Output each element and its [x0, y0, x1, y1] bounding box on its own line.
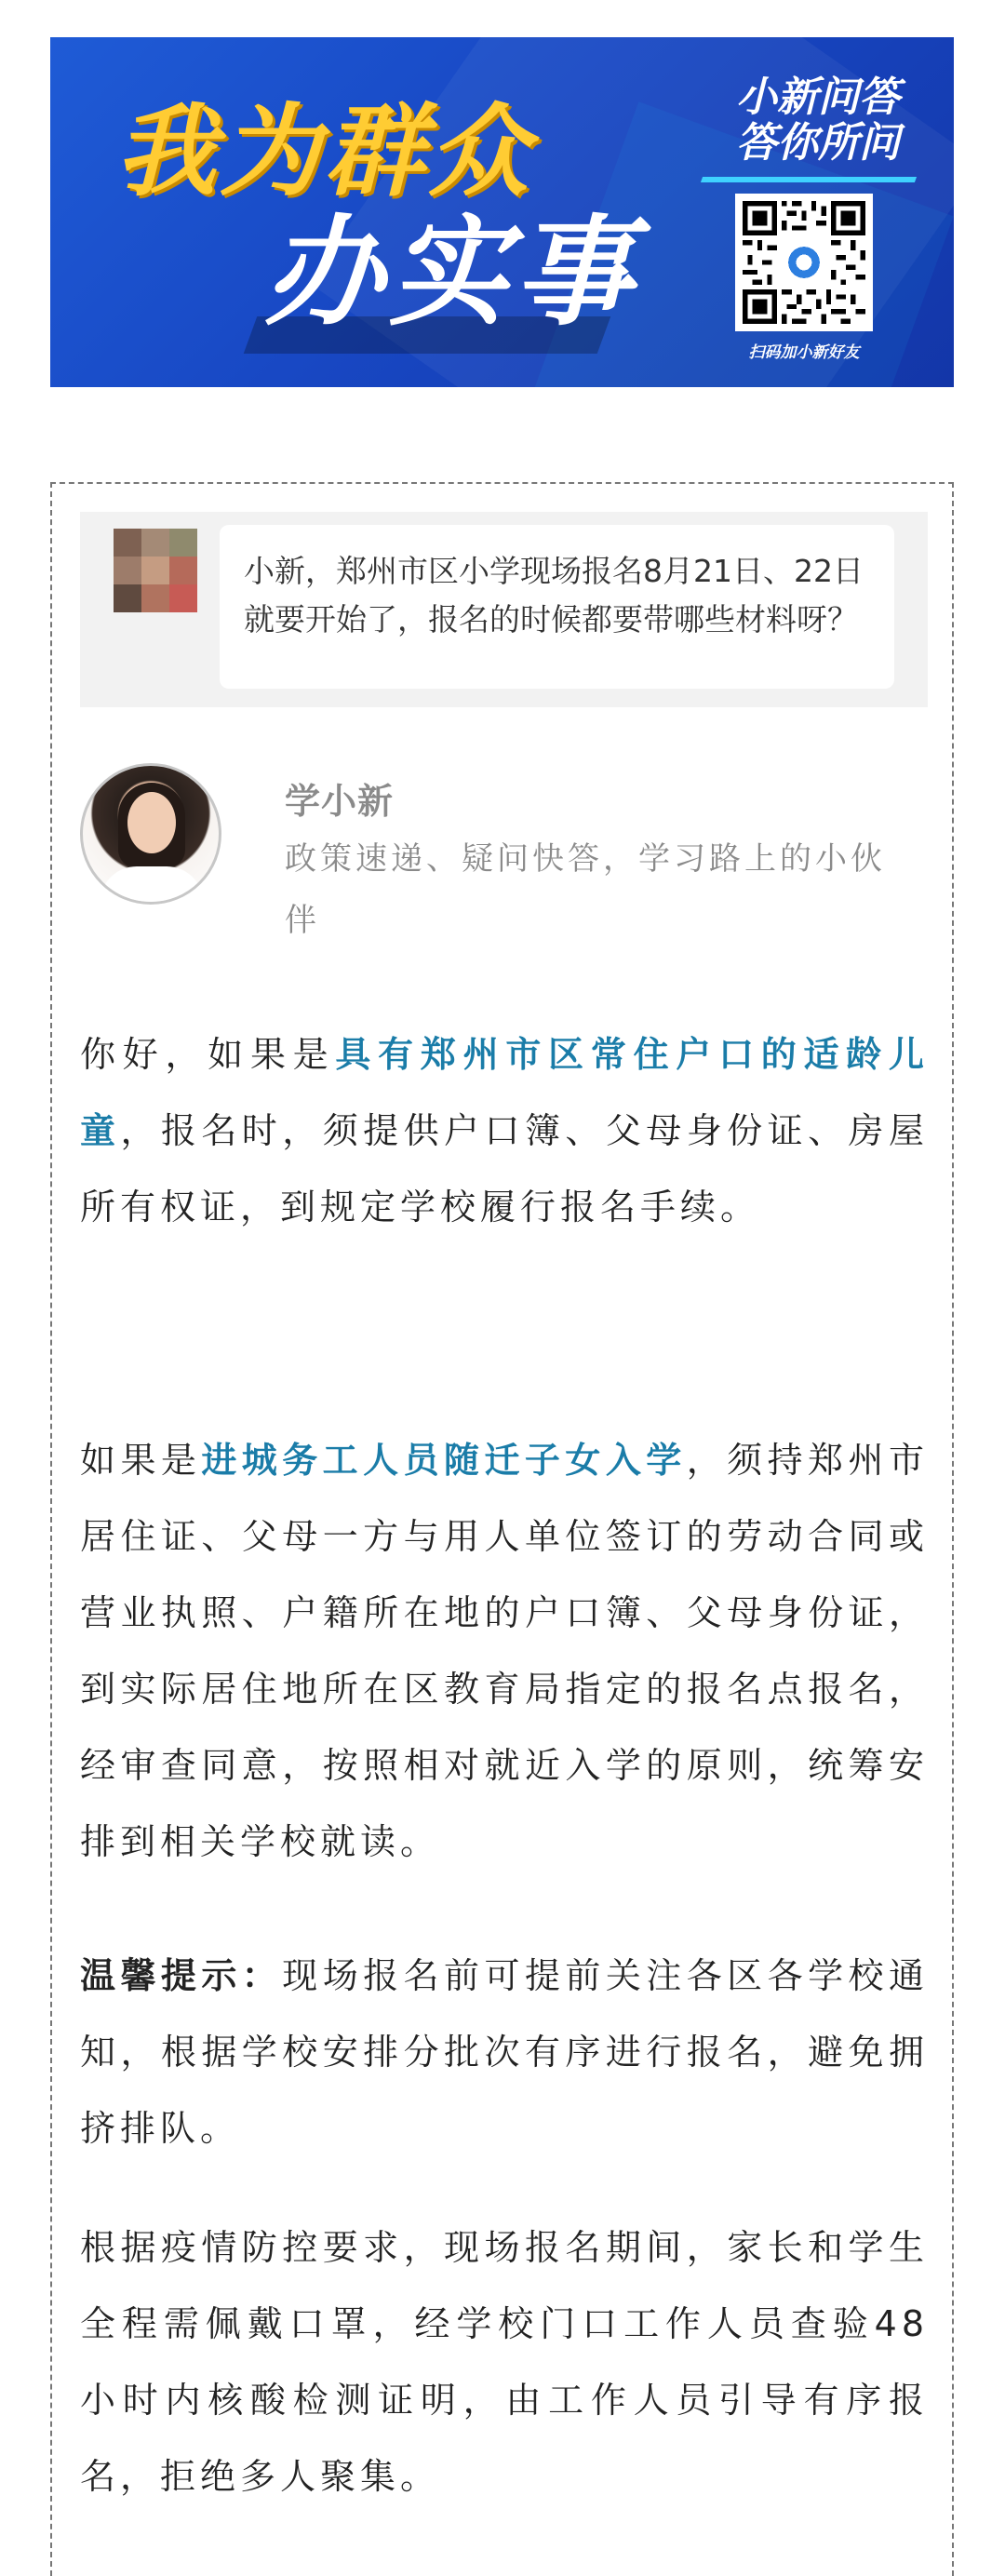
question-section — [80, 512, 928, 707]
epidemic-paragraph — [80, 2209, 929, 2515]
question-bubble: 小新，郑州市区小学现场报名8月21日、22日就要开始了，报名的时候都要带哪些材料呀？ — [220, 525, 894, 689]
qr-caption: 扫码加小新好友 — [748, 343, 860, 362]
qr-code-icon[interactable] — [735, 194, 873, 331]
paragraph-text: 如果是 — [80, 1440, 202, 1481]
pixelated-avatar-icon — [114, 529, 197, 612]
banner-title-line1: 我为群众 — [115, 94, 533, 210]
profile-name: 学小新 — [285, 781, 395, 822]
slogan-underline — [701, 177, 917, 182]
content-card — [50, 482, 954, 2576]
banner — [50, 37, 954, 387]
paragraph-text: 你好，如果是 — [80, 1034, 336, 1075]
tip-paragraph — [80, 1938, 929, 2167]
highlighted-text: 进城务工人员随迁子女入学 — [201, 1440, 687, 1481]
answer-paragraph-1 — [80, 1016, 929, 1245]
banner-slogan: 小新问答 答你所问 — [736, 74, 900, 168]
paragraph-text: 根据疫情防控要求，现场报名期间，家长和学生全程需佩戴口罩，经学校门口工作人员查验48小时内核酸检测证明，由工作人员引导有序报名，拒绝多人聚集。 — [80, 2227, 929, 2497]
paragraph-text: ，须持郑州市居住证、父母一方与用人单位签订的劳动合同或营业执照、户籍所在地的户口簿、父母身份证，到实际居住地所在区教育局指定的报名点报名，经审查同意，按照相对就近入学的原则，统筹安排到相关学校就读。 — [80, 1440, 929, 1862]
profile-description: 政策速递、疑问快答，学习路上的小伙伴 — [285, 840, 886, 939]
avatar — [80, 763, 221, 905]
highlighted-text: 具有郑州市区常住户口的适龄儿童 — [80, 1034, 929, 1151]
paragraph-text: 现场报名前可提前关注各区各学校通知，根据学校安排分批次有序进行报名，避免拥挤排队。 — [80, 1955, 929, 2149]
answer-paragraph-2 — [80, 1422, 929, 1880]
banner-title-line2: 办实事 — [264, 204, 639, 342]
paragraph-text: ，报名时，须提供户口簿、父母身份证、房屋所有权证，到规定学校履行报名手续。 — [80, 1110, 929, 1228]
tip-label: 温馨提示： — [80, 1955, 283, 1996]
